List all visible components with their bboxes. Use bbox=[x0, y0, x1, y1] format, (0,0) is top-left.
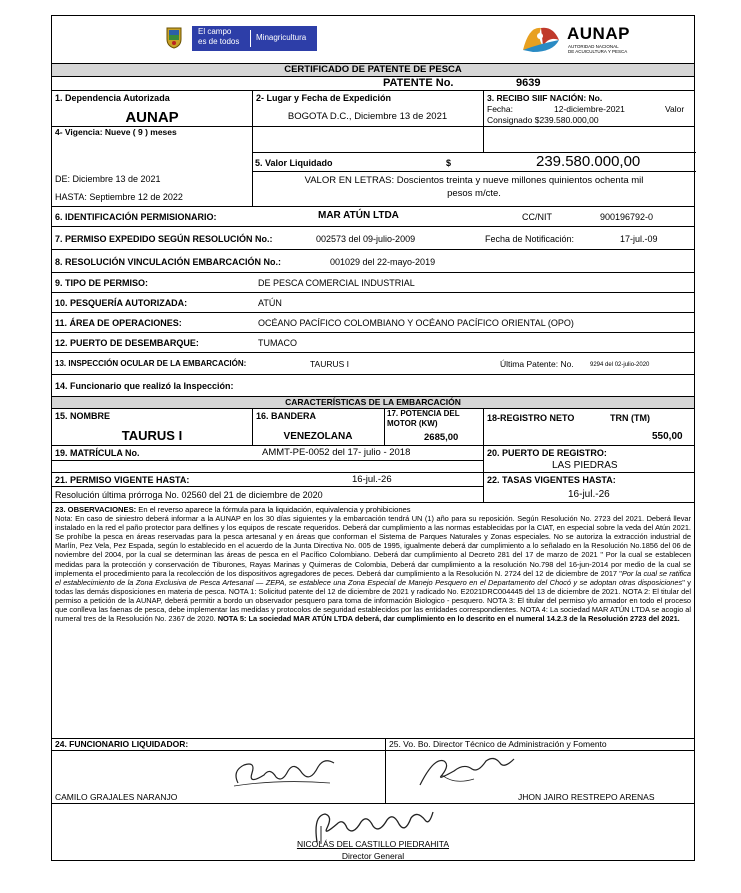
observaciones-text bbox=[55, 505, 691, 623]
gov-campo-logo bbox=[192, 26, 317, 51]
director-name: NICOLÁS DEL CASTILLO PIEDRAHITA bbox=[296, 839, 450, 849]
permiso-vigente-label: 21. PERMISO VIGENTE HASTA: bbox=[55, 475, 190, 485]
valor-liquidado-row bbox=[252, 152, 696, 172]
valor-currency: $ bbox=[446, 158, 452, 168]
inspeccion-value: TAURUS I bbox=[310, 359, 350, 369]
director-title: Director General bbox=[341, 851, 405, 861]
recibo-label: 3. RECIBO SIIF NACIÓN: No. bbox=[487, 93, 603, 103]
cc-nit-value: 900196792-0 bbox=[600, 212, 654, 222]
recibo-fecha-label: Fecha: bbox=[487, 104, 513, 114]
aunap-sub2: DE ACUICULTURA Y PESCA bbox=[568, 49, 628, 54]
registro-neto-value: 550,00 bbox=[652, 431, 683, 442]
potencia-label2: MOTOR (KW) bbox=[387, 419, 438, 428]
vobo-signature bbox=[414, 751, 524, 789]
puerto-desembarque-label: 12. PUERTO DE DESEMBARQUE: bbox=[55, 338, 199, 348]
vinculacion-label: 8. RESOLUCIÓN VINCULACIÓN EMBARCACIÓN No.: bbox=[55, 257, 282, 267]
vigencia-label: 4- Vigencia: Nueve ( 9 ) meses bbox=[55, 127, 177, 137]
patente-row bbox=[52, 76, 694, 90]
puerto-desembarque-value: TUMACO bbox=[258, 338, 297, 348]
prorroga-text: Resolución última prórroga No. 02560 del 21 de diciembre de 2020 bbox=[55, 490, 323, 500]
dependencia-label: 1. Dependencia Autorizada bbox=[55, 93, 170, 103]
puerto-registro-label: 20. PUERTO DE REGISTRO: bbox=[487, 448, 607, 458]
nota-b: " y todas las demás disposiciones en materia de pesca. NOTA 1: Solicitud patente del 12 de diciembre de 2021 y radicado No. E2021DRC004445 del 13 de diciembre de 2021. NOTA 2: El titular del permiso a petición de la AUNAP, deberá permitir a bordo un observador pesquero para toma de información Biologico - pesquero. NOTA 3: El titular del permiso y/o armador en todo el proceso que conlleva las faenas de pesca, debe implementar las medidas y protocolos de seguridad establecidos por las entidades correspondientes. NOTA 4: La sociedad MAR ATÚN LTDA se acogio al numeral tres de la Resolución No. 2367 de 2020. bbox=[55, 577, 691, 624]
observaciones-section bbox=[52, 502, 694, 738]
area-row bbox=[52, 312, 694, 332]
liquidador-name: CAMILO GRAJALES NARANJO bbox=[55, 792, 178, 802]
permiso-row bbox=[52, 226, 694, 249]
ultima-patente-value: 9294 del 02-julio-2020 bbox=[590, 362, 650, 368]
tasas-label: 22. TASAS VIGENTES HASTA: bbox=[487, 475, 616, 485]
area-value: OCÉANO PACÍFICO COLOMBIANO Y OCÉANO PACÍFICO ORIENTAL (OPO) bbox=[258, 318, 574, 328]
patente-number: 9639 bbox=[516, 77, 541, 89]
dependencia-value: AUNAP bbox=[125, 109, 179, 126]
patente-label: PATENTE No. bbox=[383, 77, 454, 89]
identificacion-row bbox=[52, 206, 694, 226]
aunap-sub1: AUTORIDAD NACIONAL bbox=[568, 44, 619, 49]
valor-letras-line1: VALOR EN LETRAS: Doscientos treinta y nueve millones quinientos ochenta mil bbox=[304, 175, 644, 186]
valor-liquidado-amount: 239.580.000,00 bbox=[536, 153, 641, 170]
aunap-emblem-icon bbox=[519, 22, 563, 54]
tipo-value: DE PESCA COMERCIAL INDUSTRIAL bbox=[258, 278, 415, 288]
lugar-fecha-value: BOGOTA D.C., Diciembre 13 de 2021 bbox=[287, 111, 448, 122]
notificacion-date: 17-jul.-09 bbox=[620, 234, 658, 244]
vessel-row bbox=[52, 408, 694, 445]
recibo-fecha: 12-diciembre-2021 bbox=[554, 104, 625, 114]
recibo-valor-label: Valor bbox=[665, 104, 685, 114]
potencia-label1: 17. POTENCIA DEL bbox=[387, 409, 460, 418]
recibo-consignado: Consignado $239.580.000,00 bbox=[487, 115, 599, 125]
gov-line1: El campo bbox=[198, 27, 232, 36]
nombre-value: TAURUS I bbox=[121, 428, 183, 443]
puerto-desembarque-row bbox=[52, 332, 694, 352]
caracteristicas-title: CARACTERÍSTICAS DE LA EMBARCACIÓN bbox=[285, 397, 461, 407]
matricula-label: 19. MATRÍCULA No. bbox=[55, 448, 140, 458]
area-label: 11. ÁREA DE OPERACIONES: bbox=[55, 318, 182, 328]
matricula-row bbox=[52, 445, 694, 472]
caracteristicas-band bbox=[52, 396, 694, 408]
pesqueria-row bbox=[52, 292, 694, 312]
tasas-value: 16-jul.-26 bbox=[568, 489, 610, 500]
permiso-label: 7. PERMISO EXPEDIDO SEGÚN RESOLUCIÓN No.: bbox=[55, 234, 273, 244]
ministry-label: Minagricultura bbox=[256, 33, 307, 42]
cc-nit-label: CC/NIT bbox=[522, 212, 552, 222]
vobo-name: JHON JAIRO RESTREPO ARENAS bbox=[518, 792, 655, 802]
nombre-label: 15. NOMBRE bbox=[55, 411, 111, 421]
vobo-label: 25. Vo. Bo. Director Técnico de Administración y Fomento bbox=[389, 739, 607, 749]
colombia-shield-logo bbox=[165, 25, 183, 49]
director-row bbox=[52, 803, 694, 862]
issue-row bbox=[52, 90, 694, 126]
lugar-fecha-label: 2- Lugar y Fecha de Expedición bbox=[256, 93, 392, 103]
registro-neto-unit: TRN (TM) bbox=[610, 413, 650, 423]
tipo-label: 9. TIPO DE PERMISO: bbox=[55, 278, 149, 288]
pesqueria-label: 10. PESQUERÍA AUTORIZADA: bbox=[55, 298, 188, 308]
valor-letras-row bbox=[252, 171, 696, 206]
funcionario-inspeccion-row bbox=[52, 374, 694, 396]
signatures-row bbox=[52, 738, 694, 803]
vigencia-row bbox=[52, 126, 694, 138]
potencia-value: 2685,00 bbox=[424, 432, 459, 443]
identificacion-label: 6. IDENTIFICACIÓN PERMISIONARIO: bbox=[55, 212, 217, 222]
bandera-value: VENEZOLANA bbox=[283, 431, 353, 442]
gov-line2: es de todos bbox=[198, 37, 240, 46]
permiso-value: 002573 del 09-julio-2009 bbox=[316, 234, 416, 244]
aunap-logo-text: AUNAP bbox=[567, 24, 630, 43]
pesqueria-value: ATÚN bbox=[258, 298, 282, 308]
certificate-title: CERTIFICADO DE PATENTE DE PESCA bbox=[284, 64, 462, 75]
nota-italic: Por la cual se ratifica el establecimiento de la Zona Exclusiva de Pesca Artesanal — ZEPA, se establece una Zona Especial de Manejo Pesquero en el Departamento del Chocó y se adoptan otras disposiciones bbox=[55, 568, 691, 587]
permiso-vigente-value: 16-jul.-26 bbox=[352, 474, 392, 485]
patente-certificate bbox=[51, 15, 695, 861]
inspeccion-row bbox=[52, 352, 694, 374]
puerto-registro-value: LAS PIEDRAS bbox=[552, 460, 618, 471]
permisionario-name: MAR ATÚN LTDA bbox=[318, 210, 399, 221]
funcionario-inspeccion-label: 14. Funcionario que realizó la Inspección: bbox=[55, 381, 234, 391]
registro-neto-label: 18-REGISTRO NETO bbox=[487, 413, 575, 423]
ultima-patente-label: Última Patente: No. bbox=[500, 359, 574, 369]
notificacion-label: Fecha de Notificación: bbox=[485, 234, 575, 244]
permiso-vigente-row bbox=[52, 472, 694, 502]
bandera-label: 16. BANDERA bbox=[256, 411, 317, 421]
vinculacion-value: 001029 del 22-mayo-2019 bbox=[330, 257, 436, 267]
inspeccion-label: 13. INSPECCIÓN OCULAR DE LA EMBARCACIÓN: bbox=[55, 359, 247, 368]
valor-letras-line2: pesos m/cte. bbox=[447, 188, 501, 199]
nota-a: Nota: En caso de siniestro deberá informar a la AUNAP en los 30 días siguientes y la embarcación tendrá UN (1) año para su reposición. Según Resolución No. 2723 del 2021. Deberá llevar instalado en la red el paño protector para delfines y los equipos de rescate requeridos. Deberá dar cumplimiento a las normas establecidas por la CIAT, en especial sobre la veda del Atún 2021. Se prohíbe la pesca en áreas reservadas para la pesca artesanal y en áreas que conforman el Sistema de Parques Naturales y Zonas especiales. No se autoriza la extracción industrial de Marlín, Pez Vela, Pez Espada, según lo establecido en el acuerdo de la Junta Directiva No. 005 de 1995, igualmente deberá dar cumplimiento a lo señalado en la Resolución No.1856 del 06 de noviembre del 2004, por la cual se determinan las áreas de pesca en el Pacífico Colombiano. Deberá dar cumplimiento al Decreto 281 del 17 de marzo de 2021 " Por la cual se establecen medidas para la protección y conservación de Tiburones, Rayas Marinas y Quimeras de Colombia, Deberá dar cumplimiento a la resolución No.798 del 16-jun-2014 por medio de la cual se implementa el procedimiento para la recolección de los dispositivos agregadores de peces. Deberá dar cumplimiento a la Resolución N. 2724 del 12 de diciembre de 2017 " bbox=[55, 514, 691, 578]
vigencia-hasta: HASTA: Septiembre 12 de 2022 bbox=[55, 192, 183, 202]
liquidador-label: 24. FUNCIONARIO LIQUIDADOR: bbox=[55, 739, 189, 749]
nota-bold: NOTA 5: La sociedad MAR ATÚN LTDA deberá, dar cumplimiento en lo descrito en el numeral 14.2.3 de la Resolución 2723 del 2021. bbox=[217, 614, 680, 624]
vigencia-de: DE: Diciembre 13 de 2021 bbox=[55, 174, 161, 184]
header-logos bbox=[52, 16, 694, 63]
tipo-row bbox=[52, 272, 694, 292]
valor-liquidado-label: 5. Valor Liquidado bbox=[255, 158, 333, 168]
observaciones-label: 23. OBSERVACIONES: bbox=[55, 505, 137, 514]
liquidador-signature bbox=[230, 753, 340, 789]
vinculacion-row bbox=[52, 249, 694, 272]
observaciones-intro: En el reverso aparece la fórmula para la liquidación, equivalencia y prohibiciones bbox=[138, 505, 411, 514]
matricula-value: AMMT-PE-0052 del 17- julio - 2018 bbox=[262, 447, 411, 458]
certificate-title-band bbox=[52, 63, 694, 76]
